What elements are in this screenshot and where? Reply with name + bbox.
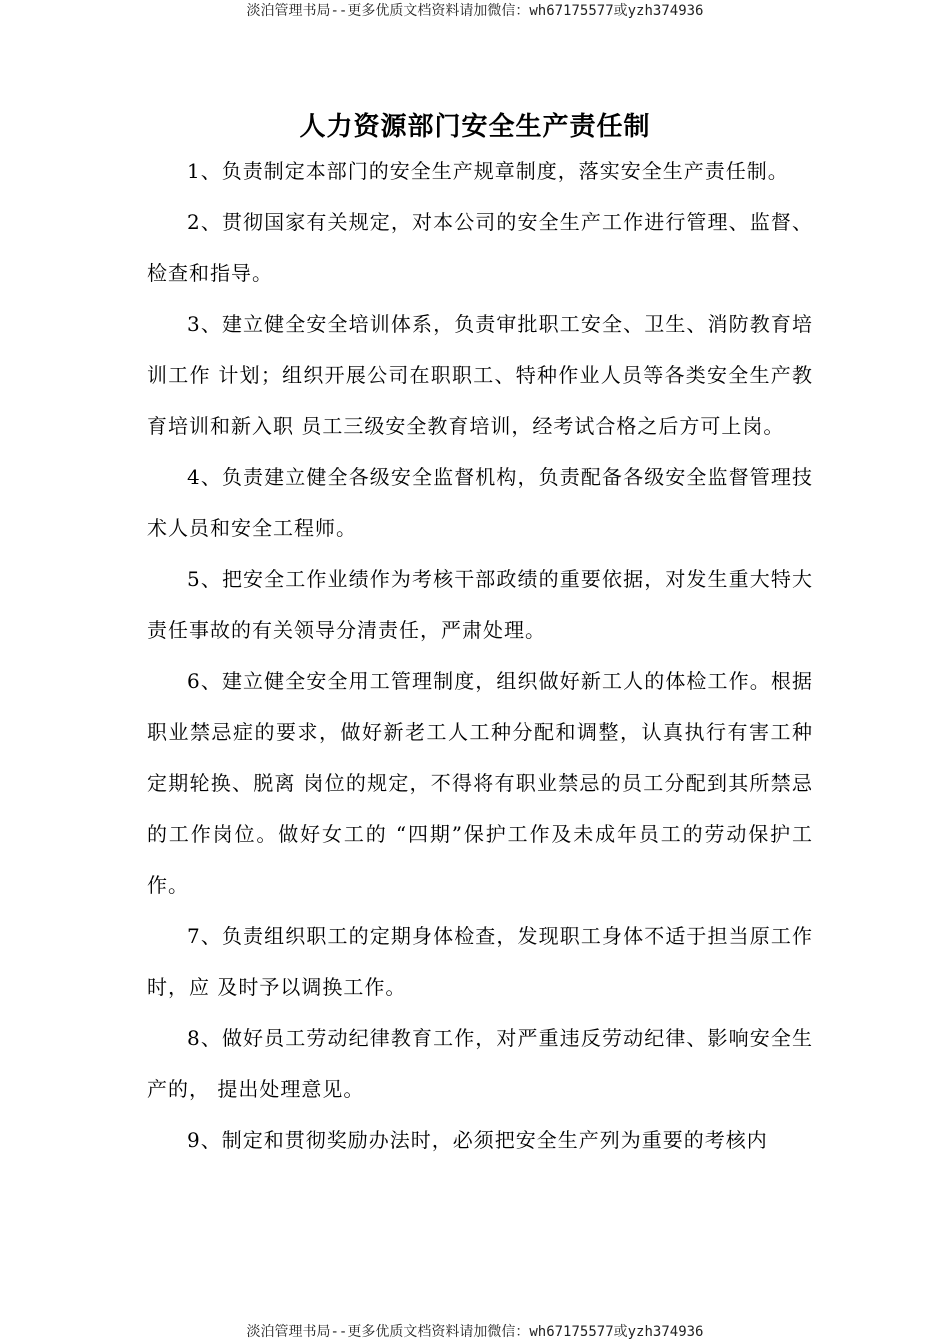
page-header-note: 淡泊管理书局--更多优质文档资料请加微信：wh67175577或yzh374936: [246, 3, 704, 19]
paragraph-1: 1、负责制定本部门的安全生产规章制度，落实安全生产责任制。: [187, 159, 789, 183]
paragraph-4: 4、负责建立健全各级安全监督机构，负责配备各级安全监督管理技术人员和安全工程师。: [147, 465, 813, 540]
paragraph-7: 7、负责组织职工的定期身体检查，发现职工身体不适于担当原工作时，应 及时予以调换工作。: [147, 924, 813, 999]
page-footer-note: 淡泊管理书局--更多优质文档资料请加微信：wh67175577或yzh374936: [246, 1324, 704, 1340]
paragraph-2: 2、贯彻国家有关规定，对本公司的安全生产工作进行管理、监督、检查和指导。: [147, 210, 813, 285]
paragraph-3: 3、建立健全安全培训体系，负责审批职工安全、卫生、消防教育培训工作 计划；组织开展公司在职职工、特种作业人员等各类安全生产教育培训和新入职 员工三级安全教育培训，经考试合格之后方可上岗。: [147, 312, 813, 438]
paragraph-8: 8、做好员工劳动纪律教育工作，对严重违反劳动纪律、影响安全生产的， 提出处理意见。: [147, 1026, 813, 1101]
paragraph-5: 5、把安全工作业绩作为考核干部政绩的重要依据，对发生重大特大责任事故的有关领导分清责任，严肃处理。: [147, 567, 813, 642]
document-body: [147, 146, 813, 1166]
paragraph-6: 6、建立健全安全用工管理制度，组织做好新工人的体检工作。根据职业禁忌症的要求，做好新老工人工种分配和调整，认真执行有害工种定期轮换、脱离 岗位的规定，不得将有职业禁忌的员工分配到其所禁忌的工作岗位。做好女工的 “四期”保护工作及未成年员工的劳动保护工作。: [147, 669, 813, 897]
paragraph-9: 9、制定和贯彻奖励办法时，必须把安全生产列为重要的考核内: [187, 1128, 768, 1152]
document-title: 人力资源部门安全生产责任制: [299, 112, 651, 143]
